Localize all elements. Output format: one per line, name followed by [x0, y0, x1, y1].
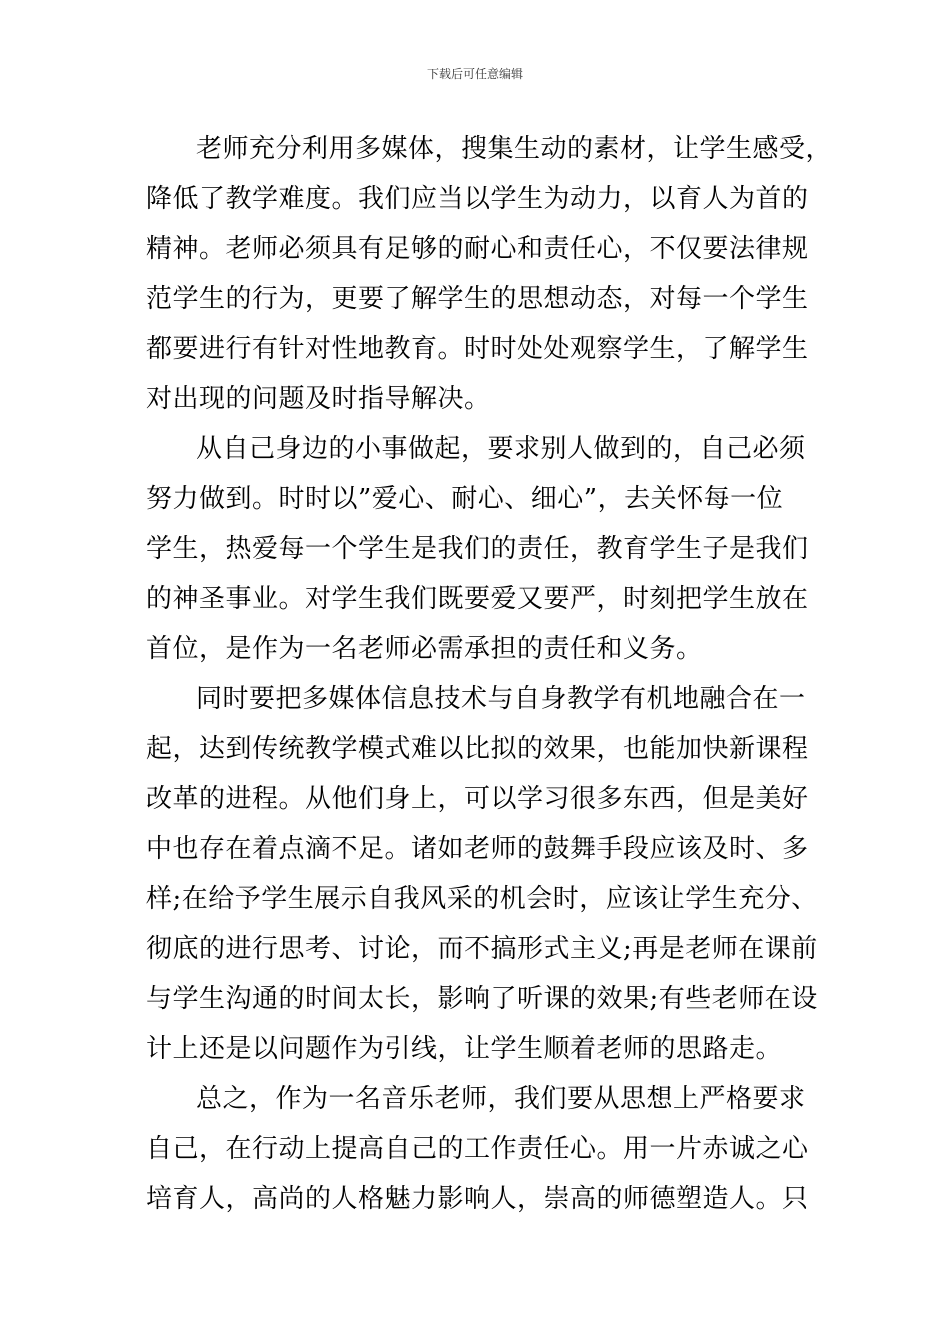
paragraph-line: 精神。老师必须具有足够的耐心和责任心，不仅要法律规 [146, 234, 809, 264]
paragraph-line: 彻底的进行思考、讨论，而不搞形式主义;再是老师在课前 [146, 934, 818, 964]
document-body [146, 124, 833, 1224]
paragraph [146, 424, 810, 674]
paragraph-line: 自己，在行动上提高自己的工作责任心。用一片赤诚之心 [146, 1134, 809, 1164]
paragraph [146, 124, 833, 424]
paragraph-line: 老师充分利用多媒体，搜集生动的素材，让学生感受， [196, 134, 833, 164]
paragraph-line: 总之，作为一名音乐老师，我们要从思想上严格要求 [196, 1084, 806, 1114]
paragraph-line: 计上还是以问题作为引线，让学生顺着老师的思路走。 [146, 1034, 783, 1064]
paragraph-line: 改革的进程。从他们身上，可以学习很多东西，但是美好 [146, 784, 809, 814]
paragraph-line: 同时要把多媒体信息技术与自身教学有机地融合在一 [196, 684, 806, 714]
paragraph [146, 1074, 810, 1224]
paragraph-line: 范学生的行为，更要了解学生的思想动态，对每一个学生 [146, 284, 809, 314]
paragraph-line: 努力做到。时时以”爱心、耐心、细心”，去关怀每一位 [146, 484, 784, 514]
paragraph-line: 从自己身边的小事做起，要求别人做到的，自己必须 [196, 434, 806, 464]
header-note: 下载后可任意编辑 [426, 67, 523, 81]
paragraph-line: 培育人，高尚的人格魅力影响人，崇高的师德塑造人。只 [146, 1184, 809, 1214]
paragraph-line: 降低了教学难度。我们应当以学生为动力，以育人为首的 [146, 184, 809, 214]
paragraph [146, 674, 818, 1074]
paragraph-line: 学生，热爱每一个学生是我们的责任，教育学生子是我们 [146, 534, 809, 564]
paragraph-line: 的神圣事业。对学生我们既要爱又要严，时刻把学生放在 [146, 584, 809, 614]
paragraph-line: 对出现的问题及时指导解决。 [146, 384, 491, 414]
paragraph-line: 与学生沟通的时间太长，影响了听课的效果;有些老师在设 [146, 984, 818, 1014]
paragraph-line: 首位，是作为一名老师必需承担的责任和义务。 [146, 634, 703, 664]
paragraph-line: 样;在给予学生展示自我风采的机会时，应该让学生充分、 [146, 884, 818, 914]
paragraph-line: 都要进行有针对性地教育。时时处处观察学生，了解学生 [146, 334, 809, 364]
paragraph-line: 中也存在着点滴不足。诸如老师的鼓舞手段应该及时、多 [146, 834, 809, 864]
paragraph-line: 起，达到传统教学模式难以比拟的效果，也能加快新课程 [146, 734, 809, 764]
